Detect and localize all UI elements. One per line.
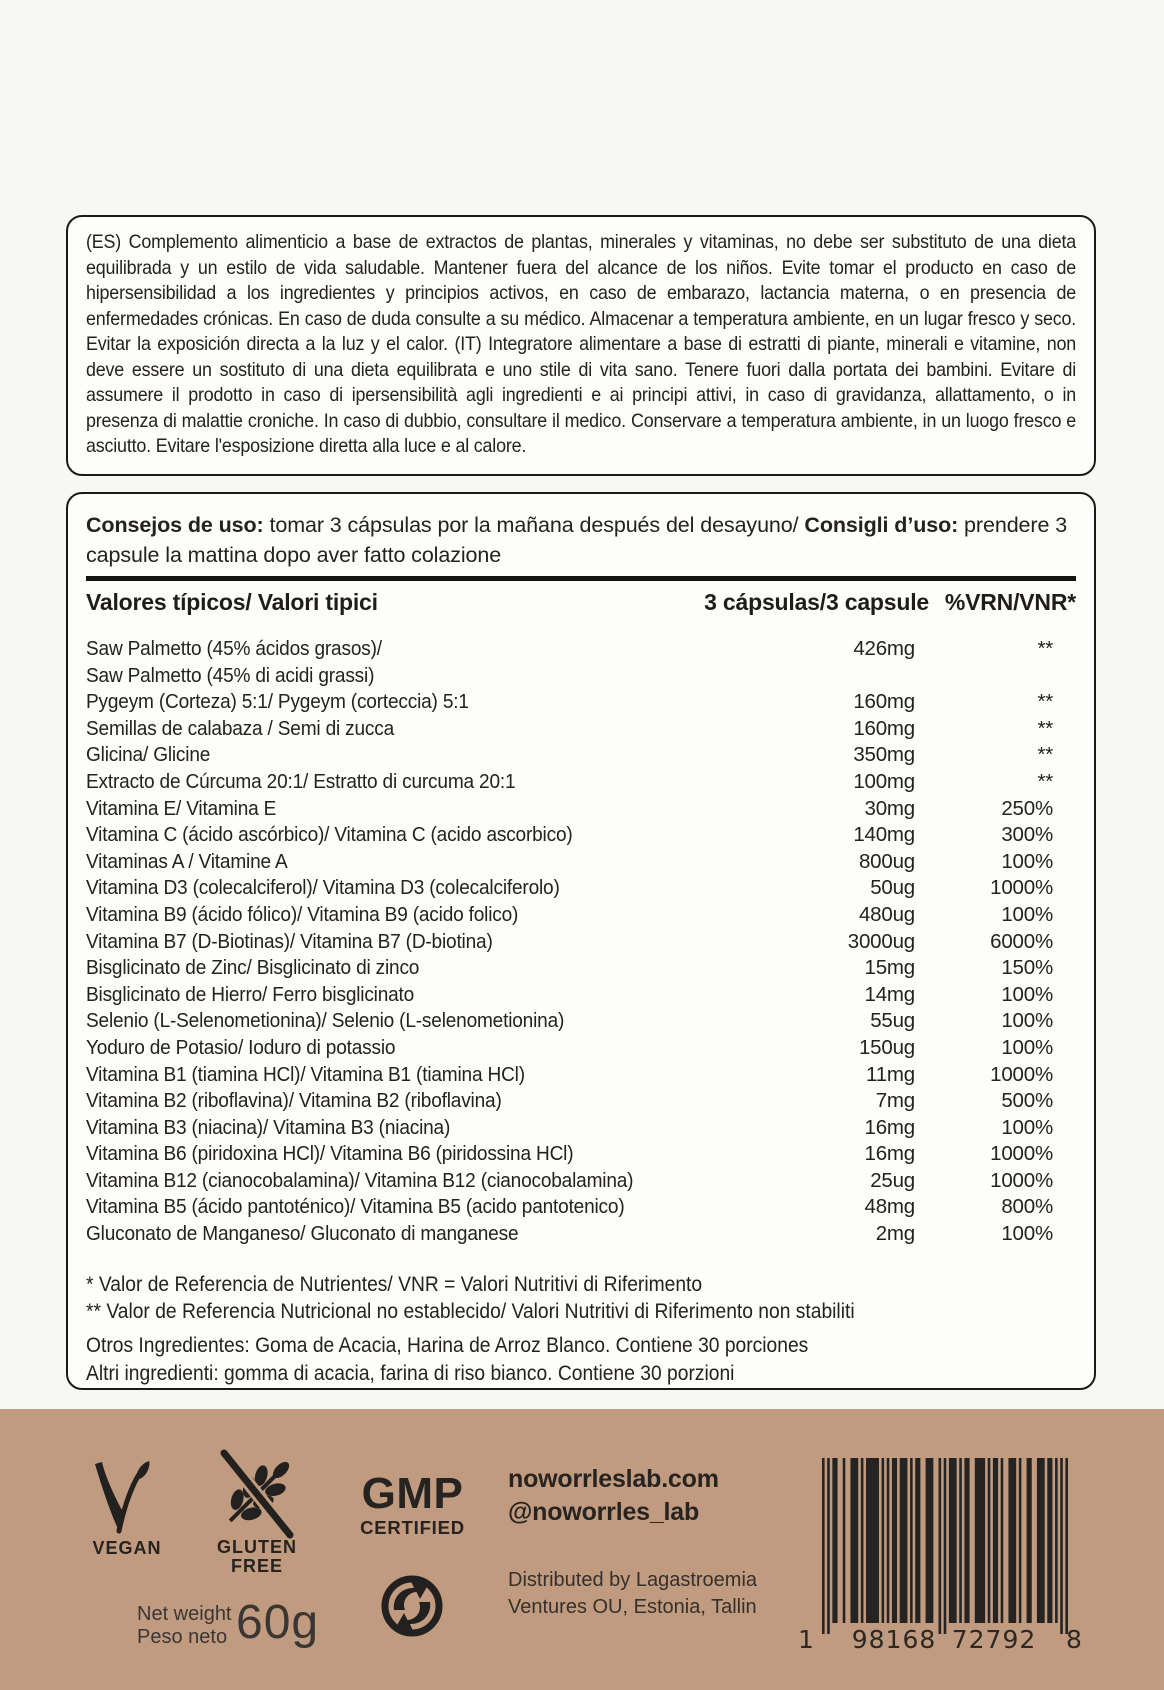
ingredient-amount: 16mg bbox=[864, 1142, 915, 1166]
ingredient-amount: 7mg bbox=[875, 1089, 915, 1113]
ingredient-amount: 150ug bbox=[858, 1035, 915, 1059]
ingredient-name: Vitamina D3 (colecalciferol)/ Vitamina D3 (colecalciferolo) bbox=[86, 876, 560, 900]
nutrition-row bbox=[86, 956, 1076, 983]
net-weight-label bbox=[137, 1603, 232, 1649]
ingredient-vrn: 100% bbox=[1001, 1009, 1053, 1033]
net-weight-label-en: Net weight bbox=[137, 1603, 232, 1625]
ingredient-name: Vitamina B7 (D-Biotinas)/ Vitamina B7 (D-biotina) bbox=[86, 929, 493, 953]
ingredient-vrn: 100% bbox=[1001, 1222, 1053, 1246]
ingredient-vrn: 100% bbox=[1001, 1035, 1053, 1059]
ingredient-vrn: 1000% bbox=[990, 1062, 1053, 1086]
ingredient-vrn: 100% bbox=[1001, 1115, 1053, 1139]
nutrition-table-header bbox=[86, 589, 1076, 615]
other-ingredients-es: Otros Ingredientes: Goma de Acacia, Harina de Arroz Blanco. Contiene 30 porciones bbox=[86, 1333, 809, 1357]
gmp-certified-label: CERTIFIED bbox=[360, 1517, 465, 1538]
nutrition-row bbox=[86, 823, 1076, 850]
ingredient-vrn: 800% bbox=[1001, 1195, 1053, 1219]
column-header-name: Valores típicos/ Valori tipici bbox=[86, 589, 378, 615]
ingredient-vrn: 250% bbox=[1001, 796, 1053, 820]
ingredient-vrn: 100% bbox=[1001, 982, 1053, 1006]
usage-label-it: Consigli d’uso: bbox=[804, 513, 959, 537]
table-footnotes bbox=[86, 1271, 1076, 1325]
nutrition-row bbox=[86, 770, 1076, 797]
ingredient-vrn: ** bbox=[1037, 769, 1053, 793]
ingredient-amount: 100mg bbox=[853, 769, 915, 793]
ingredient-vrn: ** bbox=[1037, 716, 1053, 740]
ingredient-vrn: 1000% bbox=[990, 1142, 1053, 1166]
ingredient-vrn: 1000% bbox=[990, 1168, 1053, 1192]
ingredient-vrn: 150% bbox=[1001, 956, 1053, 980]
nutrition-rows bbox=[86, 637, 1076, 1249]
gluten-free-label-line2: FREE bbox=[230, 1556, 283, 1576]
ingredient-vrn: 100% bbox=[1001, 849, 1053, 873]
ingredient-name: Vitamina B3 (niacina)/ Vitamina B3 (niacina) bbox=[86, 1115, 451, 1139]
nutrition-row bbox=[86, 983, 1076, 1010]
ingredient-name: Semillas de calabaza / Semi di zucca bbox=[86, 716, 395, 740]
nutrition-row bbox=[86, 1089, 1076, 1116]
usage-directions bbox=[86, 510, 1076, 570]
nutrition-row bbox=[86, 876, 1076, 903]
ingredient-name: Vitamina B5 (ácido pantoténico)/ Vitamina B5 (acido pantotenico) bbox=[86, 1195, 625, 1219]
footnote-not-established: ** Valor de Referencia Nutricional no establecido/ Valori Nutritivi di Riferimento non stabiliti bbox=[86, 1299, 855, 1323]
ingredient-name: Selenio (L-Selenometionina)/ Selenio (L-selenometionina) bbox=[86, 1009, 565, 1033]
ingredient-amount: 160mg bbox=[853, 690, 915, 714]
ingredient-name: Gluconato de Manganeso/ Gluconato di manganese bbox=[86, 1222, 519, 1246]
ingredient-name: Vitamina B9 (ácido fólico)/ Vitamina B9 (acido folico) bbox=[86, 902, 519, 926]
nutrition-row bbox=[86, 717, 1076, 744]
barcode bbox=[822, 1458, 1068, 1634]
ingredient-vrn: 300% bbox=[1001, 823, 1053, 847]
ingredient-amount: 55ug bbox=[870, 1009, 915, 1033]
vegan-label: VEGAN bbox=[92, 1538, 162, 1558]
gluten-free-label-line1: GLUTEN bbox=[217, 1537, 297, 1557]
barcode-digits-left: 98168 bbox=[851, 1625, 937, 1654]
nutrition-row bbox=[86, 690, 1076, 717]
ingredient-amount: 50ug bbox=[870, 876, 915, 900]
ingredient-name: Vitamina B12 (cianocobalamina)/ Vitamina B12 (cianocobalamina) bbox=[86, 1168, 634, 1192]
nutrition-row bbox=[86, 1063, 1076, 1090]
ingredient-amount: 11mg bbox=[866, 1062, 915, 1086]
ingredient-vrn: 100% bbox=[1001, 902, 1053, 926]
ingredient-name: Vitaminas A / Vitamine A bbox=[86, 849, 288, 873]
ingredient-name: Saw Palmetto (45% ácidos grasos)/ bbox=[86, 637, 382, 660]
nutrition-row bbox=[86, 1009, 1076, 1036]
nutrition-row bbox=[86, 1222, 1076, 1249]
gmp-label: GMP bbox=[361, 1469, 464, 1518]
gluten-free-icon bbox=[216, 1448, 298, 1540]
ingredient-name: Yoduro de Potasio/ Ioduro di potassio bbox=[86, 1035, 396, 1059]
ingredient-amount: 426mg bbox=[853, 637, 915, 660]
ingredient-amount: 480ug bbox=[858, 902, 915, 926]
ingredient-vrn: ** bbox=[1037, 743, 1053, 767]
ingredient-name: Vitamina C (ácido ascórbico)/ Vitamina C (acido ascorbico) bbox=[86, 823, 573, 847]
footer-band bbox=[0, 1409, 1164, 1690]
recycle-icon bbox=[380, 1572, 444, 1638]
column-header-amount: 3 cápsulas/3 capsule bbox=[704, 589, 929, 615]
nutrition-row bbox=[86, 743, 1076, 770]
table-divider bbox=[86, 576, 1076, 581]
ingredient-amount: 800ug bbox=[858, 849, 915, 873]
ingredient-amount: 16mg bbox=[864, 1115, 915, 1139]
ingredient-amount: 160mg bbox=[853, 716, 915, 740]
ingredient-amount: 15mg bbox=[864, 956, 915, 980]
ingredient-name: Bisglicinato de Hierro/ Ferro bisglicinato bbox=[86, 982, 415, 1006]
gmp-certified-badge bbox=[350, 1469, 475, 1539]
ingredient-amount: 48mg bbox=[864, 1195, 915, 1219]
distributor-block bbox=[508, 1567, 757, 1621]
nutrition-row bbox=[86, 1142, 1076, 1169]
ingredient-amount: 3000ug bbox=[847, 929, 915, 953]
ingredient-name: Glicina/ Glicine bbox=[86, 743, 211, 767]
barcode-digits-right: 72792 bbox=[951, 1625, 1037, 1654]
column-header-vrn: %VRN/VNR* bbox=[944, 589, 1076, 615]
nutrition-row bbox=[86, 1169, 1076, 1196]
other-ingredients bbox=[86, 1332, 1076, 1388]
nutrition-row bbox=[86, 1116, 1076, 1143]
gluten-free-label bbox=[209, 1538, 305, 1576]
ingredient-name-alt: Saw Palmetto (45% di acidi grassi) bbox=[86, 663, 375, 687]
ingredient-amount: 14mg bbox=[864, 982, 915, 1006]
ingredient-amount: 25ug bbox=[870, 1168, 915, 1192]
warning-box bbox=[66, 215, 1096, 476]
nutrition-row bbox=[86, 637, 1076, 690]
ingredient-name: Bisglicinato de Zinc/ Bisglicinato di zinco bbox=[86, 956, 420, 980]
nutrition-row bbox=[86, 797, 1076, 824]
nutrition-row bbox=[86, 1036, 1076, 1063]
contact-block bbox=[508, 1463, 719, 1529]
distributor-line1: Distributed by Lagastroemia bbox=[508, 1569, 758, 1591]
ingredient-name: Vitamina E/ Vitamina E bbox=[86, 796, 277, 820]
usage-label-es: Consejos de uso: bbox=[86, 513, 264, 537]
distributor-line2: Ventures OU, Estonia, Tallin bbox=[508, 1596, 757, 1618]
nutrition-row bbox=[86, 903, 1076, 930]
nutrition-row bbox=[86, 930, 1076, 957]
barcode-digit-first: 1 bbox=[798, 1625, 814, 1654]
footnote-vnr: * Valor de Referencia de Nutrientes/ VNR = Valori Nutritivi di Riferimento bbox=[86, 1272, 703, 1296]
nutrition-row bbox=[86, 1195, 1076, 1222]
ingredient-vrn: 1000% bbox=[990, 876, 1053, 900]
ingredient-name: Extracto de Cúrcuma 20:1/ Estratto di curcuma 20:1 bbox=[86, 769, 516, 793]
nutrition-row bbox=[86, 850, 1076, 877]
ingredient-name: Vitamina B1 (tiamina HCl)/ Vitamina B1 (tiamina HCl) bbox=[86, 1062, 525, 1086]
ingredient-amount: 2mg bbox=[875, 1222, 915, 1246]
ingredient-amount: 30mg bbox=[864, 796, 915, 820]
net-weight-label-es: Peso neto bbox=[137, 1626, 228, 1648]
other-ingredients-it: Altri ingredienti: gomma di acacia, farina di riso bianco. Contiene 30 porzioni bbox=[86, 1361, 735, 1385]
ingredient-vrn: 6000% bbox=[990, 929, 1053, 953]
ingredient-vrn: 500% bbox=[1001, 1089, 1053, 1113]
vegan-icon bbox=[92, 1459, 150, 1535]
ingredient-vrn: ** bbox=[1037, 637, 1053, 660]
ingredient-amount: 140mg bbox=[853, 823, 915, 847]
net-weight-value: 60g bbox=[236, 1596, 320, 1649]
nutrition-box bbox=[66, 492, 1096, 1390]
usage-text-es: tomar 3 cápsulas por la mañana después del desayuno/ bbox=[263, 513, 805, 537]
warning-text: (ES) Complemento alimenticio a base de extractos de plantas, minerales y vitaminas, no debe ser substituto de una dieta equilibrada y un estilo de vida saludable. Mantener fuera del alcance de los niños. Evite tomar el producto en caso de hipersensibilidad a los ingredientes y principios activos, en caso de embarazo, lactancia materna, o en presencia de enfermedades crónicas. En caso de duda consulte a su médico. Almacenar a temperatura ambiente, en un lugar fresco y seco. Evitar la exposición directa a la luz y el calor. (IT) Integratore alimentare a base di estratti di piante, minerali e vitamine, non deve essere un sostituto di una dieta equilibrata e uno stile di vita sano. Tenere fuori dalla portata dei bambini. Evitare di assumere il prodotto in caso di ipersensibilità agli ingredienti e ai principi attivi, in caso di gravidanza, allattamento, o in presenza di malattie croniche. In caso di dubbio, consultare il medico. Conservare a temperatura ambiente, in un luogo fresco e asciutto. Evitare l'esposizione diretta alla luce e al calore. bbox=[86, 231, 1077, 457]
ingredient-amount: 350mg bbox=[853, 743, 915, 767]
ingredient-name: Pygeym (Corteza) 5:1/ Pygeym (corteccia) 5:1 bbox=[86, 690, 469, 714]
ingredient-name: Vitamina B6 (piridoxina HCl)/ Vitamina B6 (piridossina HCl) bbox=[86, 1142, 574, 1166]
ingredient-vrn: ** bbox=[1037, 690, 1053, 714]
website-url: noworrleslab.com bbox=[508, 1465, 719, 1493]
usage-text-it: prendere 3 capsule la mattina dopo aver fatto colazione bbox=[86, 513, 1068, 567]
ingredient-name: Vitamina B2 (riboflavina)/ Vitamina B2 (riboflavina) bbox=[86, 1089, 502, 1113]
barcode-digit-last: 8 bbox=[1066, 1625, 1082, 1654]
social-handle: @noworrles_lab bbox=[508, 1498, 700, 1526]
